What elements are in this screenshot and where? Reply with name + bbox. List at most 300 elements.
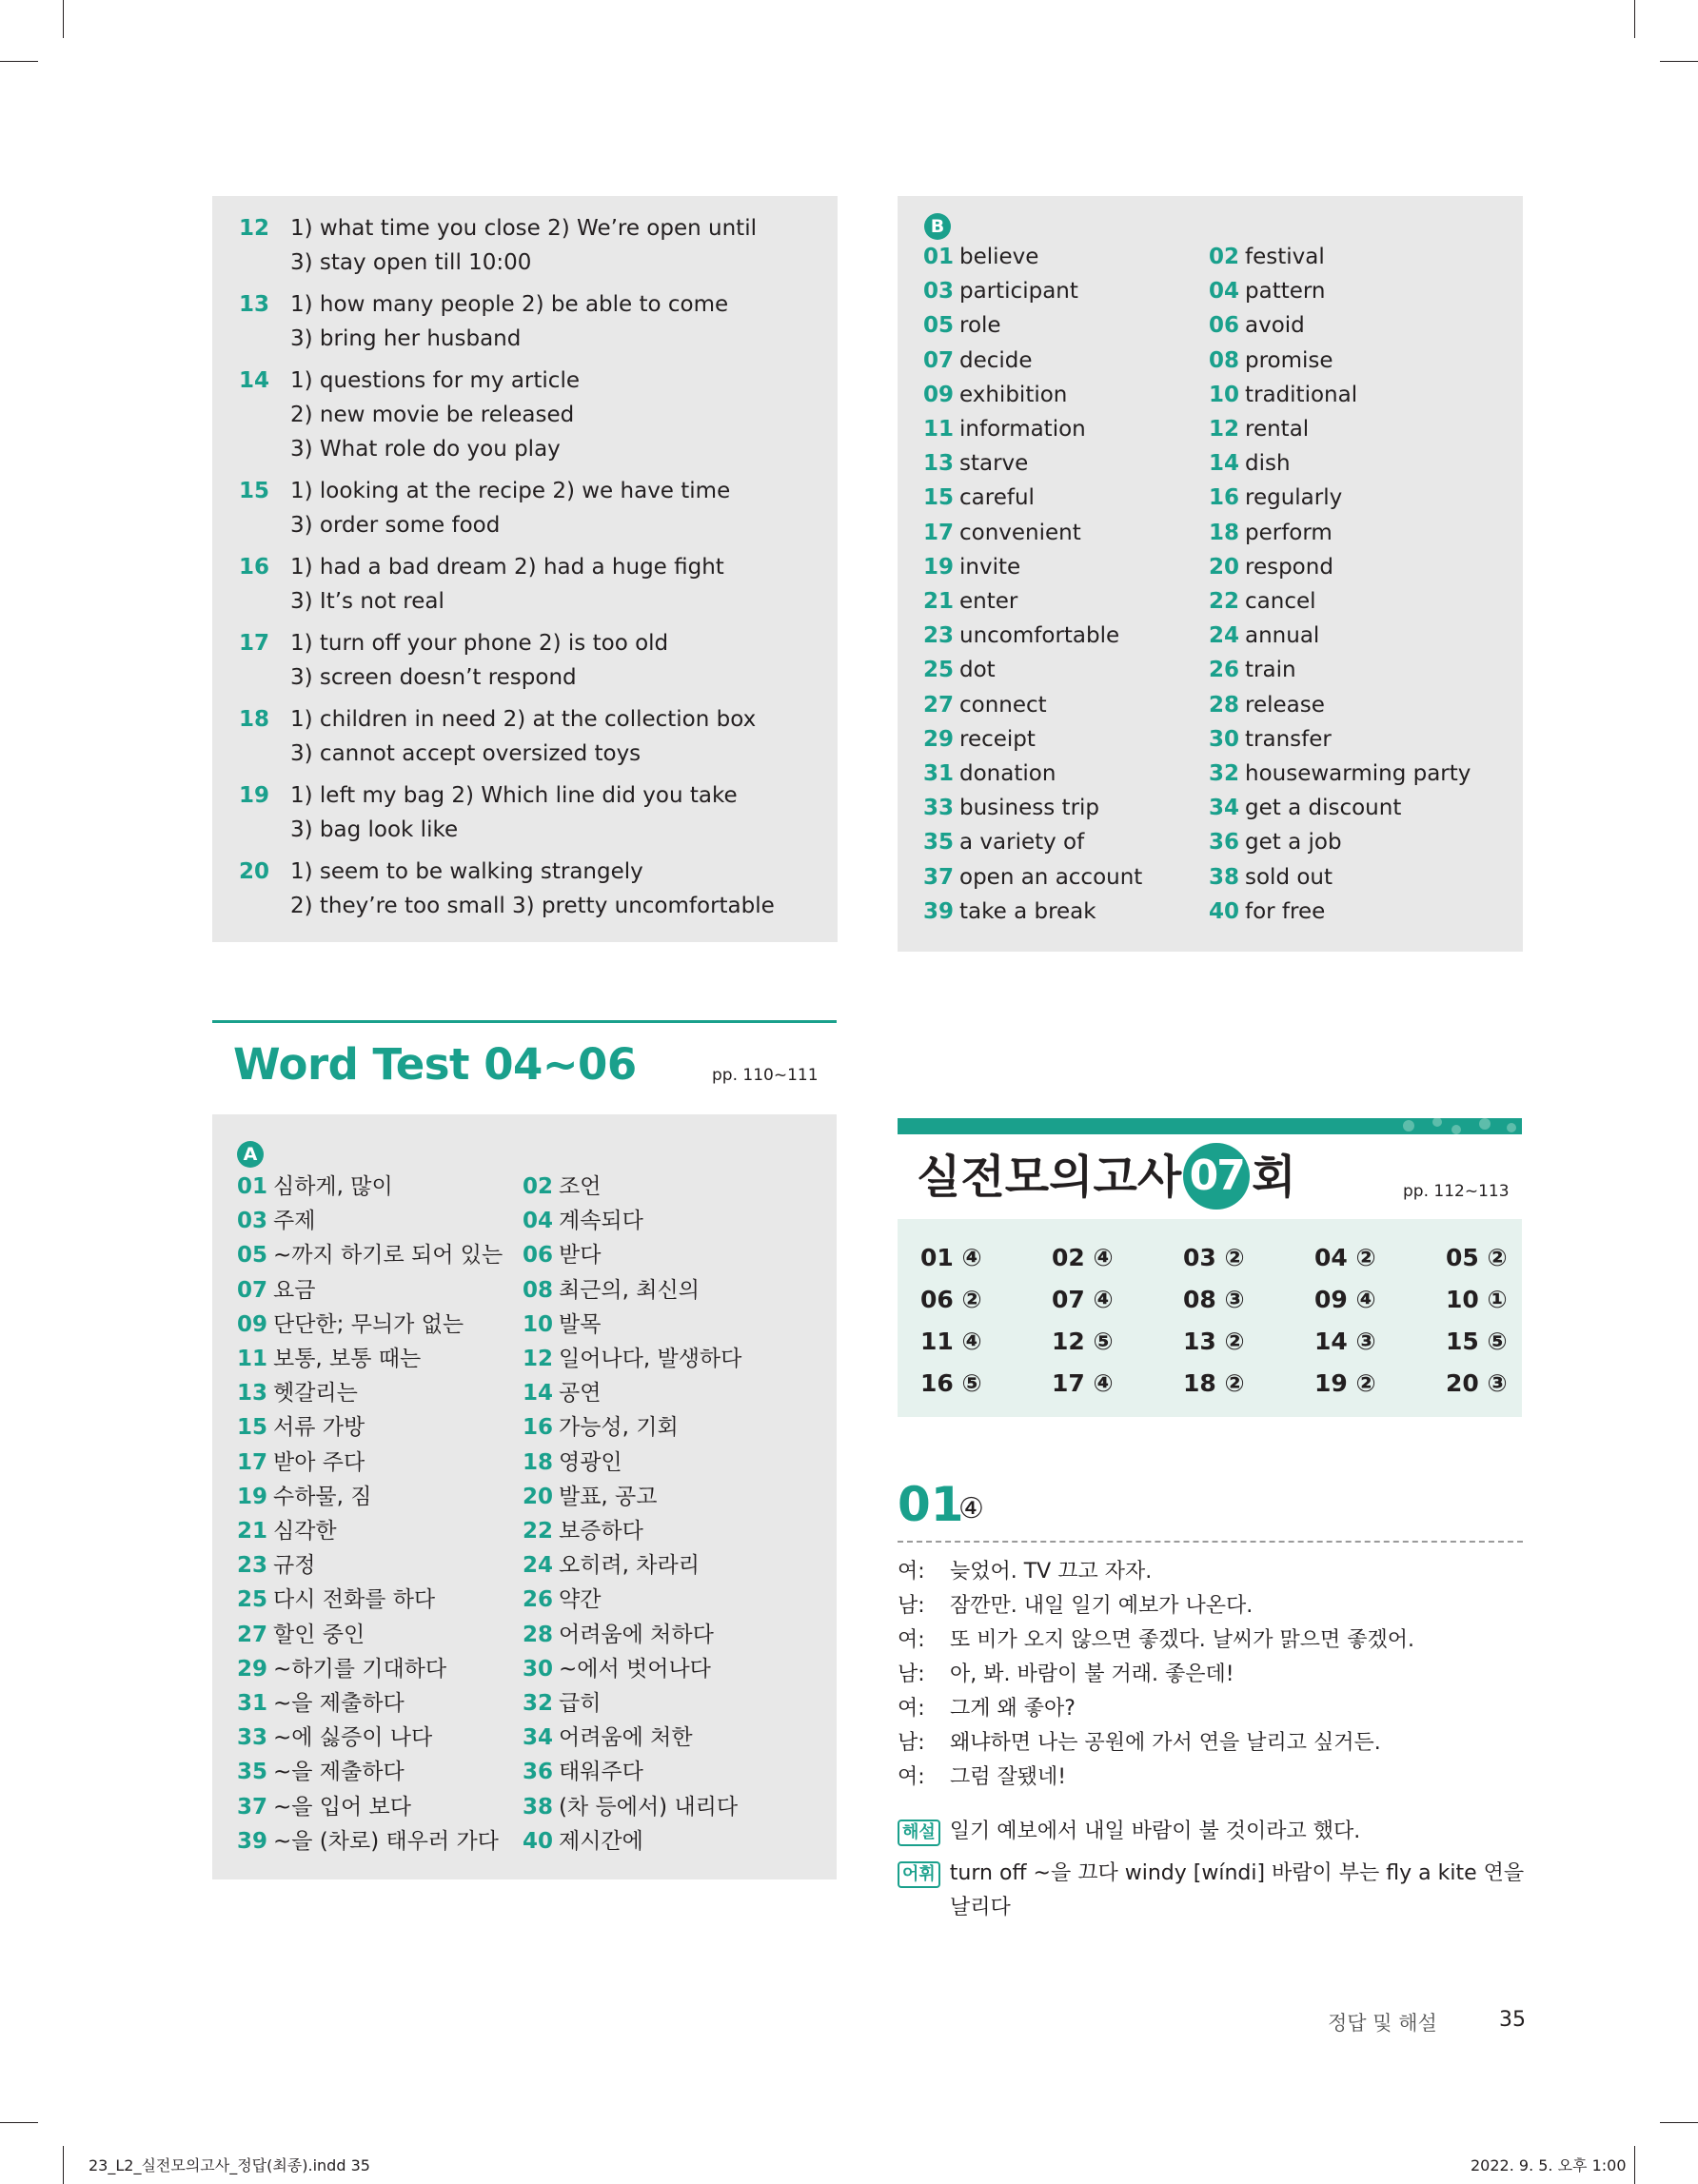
vocab-number: 10 — [1209, 382, 1240, 407]
vocab-number: 03 — [923, 279, 955, 305]
answer-item — [239, 702, 756, 771]
vocab-item — [1209, 791, 1401, 825]
word-test-box-a — [212, 1114, 837, 1879]
vocab-item — [1209, 757, 1471, 791]
vocab-number: 27 — [237, 1622, 268, 1647]
vocab-text: avoid — [1245, 313, 1305, 339]
vocab-box-b — [898, 196, 1523, 952]
vocab-item — [237, 1583, 435, 1617]
word-test-pages: pp. 110~111 — [712, 1066, 819, 1085]
vocab-number: 39 — [923, 898, 955, 924]
answer-line: 3) screen doesn’t respond — [290, 665, 577, 690]
vocab-text: release — [1245, 692, 1325, 718]
vocab-number: 32 — [523, 1691, 554, 1716]
vocab-number: 06 — [1209, 313, 1240, 339]
answer-number: 19 — [239, 783, 270, 808]
vocab-text: uncomfortable — [959, 623, 1120, 649]
vocab-text: traditional — [1245, 382, 1358, 407]
vocab-item — [523, 1790, 738, 1824]
vocab-text: 어려움에 처한 — [559, 1725, 693, 1751]
vocab-text: promise — [1245, 347, 1333, 373]
vocab-number: 11 — [923, 417, 955, 442]
question-divider — [898, 1541, 1523, 1543]
answer-line: 3) stay open till 10:00 — [290, 250, 532, 275]
vocab-text: 받아 주다 — [273, 1449, 365, 1475]
vocab-number: 10 — [523, 1311, 554, 1337]
vocab-item — [1209, 895, 1325, 929]
print-slug-date: 2022. 9. 5. 오후 1:00 — [1471, 2156, 1627, 2174]
dialogue-text: 잠깐만. 내일 일기 예보가 나온다. — [950, 1594, 1254, 1618]
explanation — [898, 1815, 1360, 1846]
vocab-text: a variety of — [959, 830, 1085, 856]
vocab-number: 20 — [1209, 554, 1240, 580]
vocab-number: 25 — [237, 1587, 268, 1613]
vocab-item — [237, 1790, 411, 1824]
vocab-text: enter — [959, 589, 1018, 614]
vocab-item — [1209, 653, 1296, 687]
mock-answer: 09 ④ — [1314, 1286, 1376, 1313]
vocab-item — [923, 757, 1056, 791]
mock-answer: 13 ② — [1183, 1328, 1245, 1355]
answer-line: 1) seem to be walking strangely — [290, 859, 643, 884]
vocab-item — [237, 1755, 405, 1789]
answer-line: 3) What role do you play — [290, 437, 561, 462]
vocab-item — [523, 1721, 693, 1755]
vocab-number: 09 — [237, 1311, 268, 1337]
vocab-text: dot — [959, 658, 996, 683]
vocab-text: 제시간에 — [559, 1828, 643, 1854]
mock-answer: 03 ② — [1183, 1244, 1245, 1271]
mock-test-pages: pp. 112~113 — [1403, 1182, 1510, 1201]
vocab-number: 16 — [523, 1415, 554, 1441]
vocab-number: 19 — [923, 554, 955, 580]
vocab-item — [523, 1308, 601, 1342]
mock-answer: 01 ④ — [920, 1244, 982, 1271]
mock-answer: 08 ③ — [1183, 1286, 1245, 1313]
mock-answer: 12 ⑤ — [1052, 1328, 1114, 1355]
answer-number: 16 — [239, 555, 270, 580]
answer-line: 3) cannot accept oversized toys — [290, 741, 642, 766]
vocab-number: 07 — [237, 1277, 268, 1303]
vocab-item — [523, 1342, 741, 1376]
vocab-text: 급히 — [559, 1691, 602, 1716]
vocab-item — [523, 1686, 601, 1721]
vocab-text: get a job — [1245, 830, 1342, 856]
vocab-item — [923, 446, 1028, 481]
dialogue-line — [898, 1726, 1381, 1756]
vocab-number: 01 — [237, 1174, 268, 1199]
vocab-number: 21 — [237, 1519, 268, 1544]
vocab-number: 26 — [523, 1587, 554, 1613]
vocab-number: 14 — [523, 1381, 554, 1407]
mock-test-bar-decoration — [1352, 1118, 1523, 1134]
vocab-number: 34 — [523, 1725, 554, 1751]
mock-answer: 02 ④ — [1052, 1244, 1114, 1271]
answer-line: 3) bag look like — [290, 817, 459, 842]
vocab-number: 18 — [523, 1449, 554, 1475]
vocab-item — [1209, 446, 1291, 481]
vocab-text: 어려움에 처하다 — [559, 1622, 714, 1647]
vocab-item — [1209, 550, 1333, 584]
print-slug-file: 23_L2_실전모의고사_정답(최종).indd 35 — [89, 2156, 370, 2174]
vocab-text: regularly — [1245, 485, 1343, 511]
answer-line: 1) how many people 2) be able to come — [290, 292, 729, 317]
vocab-number: 36 — [523, 1760, 554, 1785]
speaker-label: 여: — [898, 1765, 925, 1789]
mock-answer: 06 ② — [920, 1286, 982, 1313]
vocab-number: 40 — [523, 1828, 554, 1854]
vocab-item — [1209, 688, 1325, 722]
footer-label: 정답 및 해설 — [1328, 2012, 1437, 2035]
vocab-text: ~에 싫증이 나다 — [273, 1725, 433, 1751]
vocab-number: 01 — [923, 245, 955, 269]
vocab-item — [1209, 344, 1333, 378]
vocab-number: 13 — [237, 1381, 268, 1407]
vocab-text: 서류 가방 — [273, 1415, 365, 1441]
vocab-item — [523, 1618, 714, 1652]
vocab-text: 발목 — [559, 1311, 602, 1337]
answer-line: 1) children in need 2) at the collection box — [290, 707, 757, 732]
vocab-number: 20 — [523, 1484, 554, 1509]
vocab-number: 05 — [237, 1243, 268, 1269]
vocab-text: train — [1245, 658, 1296, 683]
vocab-text: 보통, 보통 때는 — [273, 1347, 422, 1371]
dialogue-text: 그럼 잘됐네! — [950, 1765, 1067, 1789]
vocab-text: 태워주다 — [559, 1760, 643, 1785]
vocab-item — [1209, 240, 1325, 274]
vocab-number: 14 — [1209, 451, 1240, 477]
vocab-number: 06 — [523, 1243, 554, 1269]
mock-test-number: 07 — [1183, 1143, 1250, 1210]
answer-line: 2) they’re too small 3) pretty uncomfortable — [290, 894, 775, 918]
vocab-item — [923, 895, 1096, 929]
vocab-item — [1209, 516, 1333, 550]
crop-mark — [1634, 0, 1635, 38]
speaker-label: 남: — [898, 1663, 925, 1686]
vocab-item — [923, 412, 1086, 446]
vocab-text: careful — [959, 485, 1035, 511]
mock-answer: 19 ② — [1314, 1369, 1376, 1397]
vocab-text: participant — [959, 279, 1078, 305]
vocab-item — [923, 240, 1038, 274]
vocab-text: ~을 (차로) 태우러 가다 — [273, 1828, 499, 1854]
vocab-text: 규정 — [273, 1553, 316, 1579]
answer-item — [239, 626, 668, 695]
vocab-text: 수하물, 짐 — [273, 1484, 372, 1509]
vocab-text: 보증하다 — [559, 1519, 643, 1544]
vocab-item — [923, 722, 1036, 757]
vocab-number: 39 — [237, 1828, 268, 1854]
dialogue-text: 늦었어. TV 끄고 자자. — [950, 1560, 1153, 1584]
vocab-item — [237, 1238, 503, 1272]
answer-number: 17 — [239, 631, 270, 656]
vocab-number: 34 — [1209, 796, 1240, 821]
vocab-item — [237, 1308, 464, 1342]
vocab-number: 40 — [1209, 898, 1240, 924]
vocab-number: 02 — [523, 1174, 554, 1199]
answer-number: 15 — [239, 479, 270, 503]
mock-answer: 07 ④ — [1052, 1286, 1114, 1313]
vocab-number: 12 — [1209, 417, 1240, 442]
mock-answer: 04 ② — [1314, 1244, 1376, 1271]
vocab-number: 37 — [923, 864, 955, 890]
dialogue-text: 그게 왜 좋아? — [950, 1697, 1076, 1721]
section-a-label: A — [237, 1141, 264, 1168]
vocab-item — [523, 1652, 711, 1686]
vocab-item — [237, 1548, 315, 1583]
vocab-number: 08 — [1209, 347, 1240, 373]
vocab-item — [237, 1342, 421, 1376]
vocab-item — [237, 1686, 405, 1721]
vocab-item — [1209, 308, 1305, 343]
speaker-label: 남: — [898, 1594, 925, 1618]
speaker-label: 여: — [898, 1560, 925, 1584]
dialogue-line — [898, 1555, 1152, 1584]
vocab-text: ~하기를 기대하다 — [273, 1656, 447, 1682]
vocab-number: 35 — [923, 830, 955, 856]
vocab-item — [523, 1376, 601, 1410]
vocab-text: receipt — [959, 726, 1036, 752]
vocab-item — [237, 1170, 393, 1204]
vocab-number: 08 — [523, 1277, 554, 1303]
vocab-text: 심각한 — [273, 1519, 337, 1544]
vocab-number: 27 — [923, 692, 955, 718]
vocab-text: 오히려, 차라리 — [559, 1553, 700, 1579]
vocab-item — [923, 791, 1099, 825]
vocab-item — [237, 1652, 446, 1686]
vocab-number: 36 — [1209, 830, 1240, 856]
vocab-text: sold out — [1245, 864, 1333, 890]
mock-answer: 05 ② — [1446, 1244, 1508, 1271]
vocab-item — [523, 1583, 601, 1617]
vocab-number: 31 — [237, 1691, 268, 1716]
vocab-number: 24 — [523, 1553, 554, 1579]
vocab-number: 30 — [1209, 726, 1240, 752]
vocab-text: information — [959, 417, 1086, 442]
vocab-text: 가능성, 기회 — [559, 1415, 679, 1441]
vocab-item — [923, 584, 1017, 619]
vocab-item — [1209, 481, 1342, 515]
vocab-number: 21 — [923, 589, 955, 614]
vocab-text: ~까지 하기로 되어 있는 — [273, 1243, 503, 1269]
answer-line: 1) what time you close 2) We’re open until — [290, 216, 757, 241]
vocab-text: believe — [959, 245, 1039, 269]
vocab-item — [1209, 722, 1332, 757]
vocab-text: 계속되다 — [559, 1209, 643, 1234]
vocab-item — [237, 1721, 432, 1755]
vocab-number: 17 — [923, 520, 955, 545]
answer-line: 1) turn off your phone 2) is too old — [290, 631, 669, 656]
answer-item — [239, 474, 730, 542]
vocab-number: 13 — [923, 451, 955, 477]
crop-mark — [1634, 2146, 1635, 2184]
vocab-number: 03 — [237, 1209, 268, 1234]
vocab-item — [923, 653, 996, 687]
vocab-number: 23 — [923, 623, 955, 649]
vocab-number: 38 — [1209, 864, 1240, 890]
dialogue-text: 또 비가 오지 않으면 좋겠다. 날씨가 맑으면 좋겠어. — [950, 1628, 1414, 1652]
explanation-tag: 해설 — [898, 1820, 940, 1846]
vocab-item — [523, 1170, 601, 1204]
word-test-rule — [212, 1020, 837, 1023]
vocab-item — [923, 516, 1081, 550]
dialogue-line — [898, 1623, 1414, 1653]
vocab-item — [923, 860, 1142, 895]
speaker-label: 여: — [898, 1697, 925, 1721]
vocab-item — [923, 308, 1001, 343]
vocab-item — [523, 1273, 700, 1308]
page-number: 35 — [1499, 2008, 1526, 2032]
vocab-text: 공연 — [559, 1381, 602, 1407]
answer-item — [239, 364, 580, 466]
vocab-number: 37 — [237, 1794, 268, 1820]
vocab-number: 07 — [923, 347, 955, 373]
answer-line: 2) new movie be released — [290, 403, 575, 427]
vocabulary-note — [898, 1857, 1524, 1888]
vocab-number: 38 — [523, 1794, 554, 1820]
vocab-text: open an account — [959, 864, 1143, 890]
vocabulary-note-continued: 날리다 — [950, 1896, 1011, 1919]
answer-line: 1) left my bag 2) Which line did you take — [290, 783, 738, 808]
vocab-number: 29 — [923, 726, 955, 752]
vocab-item — [923, 378, 1067, 412]
answer-line: 1) questions for my article — [290, 368, 580, 393]
vocab-number: 32 — [1209, 761, 1240, 786]
vocab-text: 단단한; 무늬가 없는 — [273, 1311, 464, 1337]
vocabulary-tag: 어휘 — [898, 1861, 940, 1888]
vocab-item — [1209, 274, 1326, 308]
vocab-text: cancel — [1245, 589, 1316, 614]
vocab-number: 19 — [237, 1484, 268, 1509]
vocab-number: 35 — [237, 1760, 268, 1785]
mock-test-title-text: 실전모의고사 — [917, 1151, 1182, 1204]
vocab-number: 22 — [523, 1519, 554, 1544]
dialogue-text: 왜냐하면 나는 공원에 가서 연을 날리고 싶거든. — [950, 1731, 1381, 1755]
vocab-text: role — [959, 313, 1001, 339]
vocab-text: perform — [1245, 520, 1333, 545]
answer-box-12-20 — [212, 196, 838, 942]
answer-line: 3) bring her husband — [290, 326, 522, 351]
vocab-number: 30 — [523, 1656, 554, 1682]
answer-number: 14 — [239, 368, 270, 393]
vocab-text: respond — [1245, 554, 1333, 580]
vocab-number: 02 — [1209, 245, 1240, 269]
mock-test-title — [917, 1140, 1296, 1210]
dialogue-line — [898, 1658, 1234, 1687]
vocab-text: for free — [1245, 898, 1326, 924]
vocab-number: 17 — [237, 1449, 268, 1475]
answer-number: 18 — [239, 707, 270, 732]
vocab-item — [1209, 412, 1309, 446]
explanation-text: 일기 예보에서 내일 바람이 불 것이라고 했다. — [949, 1820, 1361, 1843]
vocab-number: 15 — [237, 1415, 268, 1441]
mock-answer: 14 ③ — [1314, 1328, 1376, 1355]
vocab-number: 25 — [923, 658, 955, 683]
vocab-text: 다시 전화를 하다 — [273, 1587, 436, 1613]
vocab-number: 18 — [1209, 520, 1240, 545]
vocab-text: connect — [959, 692, 1047, 718]
vocab-item — [237, 1618, 365, 1652]
vocab-number: 24 — [1209, 623, 1240, 649]
crop-mark — [1660, 2122, 1698, 2123]
vocab-text: 약간 — [559, 1587, 602, 1613]
answer-line: 1) looking at the recipe 2) we have time — [290, 479, 731, 503]
vocab-number: 23 — [237, 1553, 268, 1579]
vocab-number: 09 — [923, 382, 955, 407]
answer-item — [239, 778, 738, 847]
vocab-text: take a break — [959, 898, 1096, 924]
vocab-number: 15 — [923, 485, 955, 511]
vocab-item — [237, 1410, 365, 1445]
speaker-label: 남: — [898, 1731, 925, 1755]
vocab-text: 최근의, 최신의 — [559, 1277, 700, 1303]
vocab-text: 일어나다, 발생하다 — [559, 1347, 742, 1371]
vocab-text: 받다 — [559, 1243, 602, 1269]
vocab-number: 04 — [523, 1209, 554, 1234]
mock-answer: 17 ④ — [1052, 1369, 1114, 1397]
vocab-number: 11 — [237, 1347, 268, 1371]
mock-answer: 18 ② — [1183, 1369, 1245, 1397]
vocab-item — [237, 1204, 315, 1238]
question-answer: ④ — [958, 1492, 984, 1525]
vocab-item — [523, 1548, 700, 1583]
vocab-text: convenient — [959, 520, 1081, 545]
mock-answer: 15 ⑤ — [1446, 1328, 1508, 1355]
vocab-text: ~을 제출하다 — [273, 1691, 405, 1716]
question-number: 01 — [898, 1477, 964, 1532]
vocab-text: transfer — [1245, 726, 1332, 752]
vocab-number: 29 — [237, 1656, 268, 1682]
vocab-number: 05 — [923, 313, 955, 339]
mock-answer: 20 ③ — [1446, 1369, 1508, 1397]
vocab-text: donation — [959, 761, 1056, 786]
answer-line: 3) order some food — [290, 513, 501, 538]
vocab-number: 33 — [237, 1725, 268, 1751]
vocab-text: 심하게, 많이 — [273, 1174, 393, 1199]
vocab-item — [1209, 584, 1316, 619]
vocab-text: ~을 제출하다 — [273, 1760, 405, 1785]
speaker-label: 여: — [898, 1628, 925, 1652]
vocab-number: 28 — [523, 1622, 554, 1647]
vocab-item — [923, 344, 1033, 378]
vocab-item — [1209, 860, 1333, 895]
vocab-item — [523, 1410, 679, 1445]
crop-mark — [63, 0, 64, 38]
vocab-text: housewarming party — [1245, 761, 1471, 786]
vocab-number: 16 — [1209, 485, 1240, 511]
vocab-item — [923, 481, 1035, 515]
vocab-number: 12 — [523, 1347, 554, 1371]
vocab-item — [523, 1204, 643, 1238]
crop-mark — [0, 2122, 38, 2123]
vocab-text: ~에서 벗어나다 — [559, 1656, 711, 1682]
vocab-number: 31 — [923, 761, 955, 786]
answer-line: 3) It’s not real — [290, 589, 444, 614]
vocab-item — [923, 619, 1119, 653]
vocab-text: ~을 입어 보다 — [273, 1794, 411, 1820]
mock-answer: 11 ④ — [920, 1328, 982, 1355]
vocab-item — [923, 274, 1078, 308]
vocab-item — [237, 1480, 372, 1514]
vocab-text: 요금 — [273, 1277, 316, 1303]
vocab-text: 발표, 공고 — [559, 1484, 658, 1509]
vocab-item — [1209, 619, 1319, 653]
vocab-text: pattern — [1245, 279, 1326, 305]
vocab-text: business trip — [959, 796, 1100, 821]
vocab-text: 영광인 — [559, 1449, 622, 1475]
vocab-text: get a discount — [1245, 796, 1402, 821]
dialogue-text: 아, 봐. 바람이 불 거래. 좋은데! — [950, 1663, 1234, 1686]
